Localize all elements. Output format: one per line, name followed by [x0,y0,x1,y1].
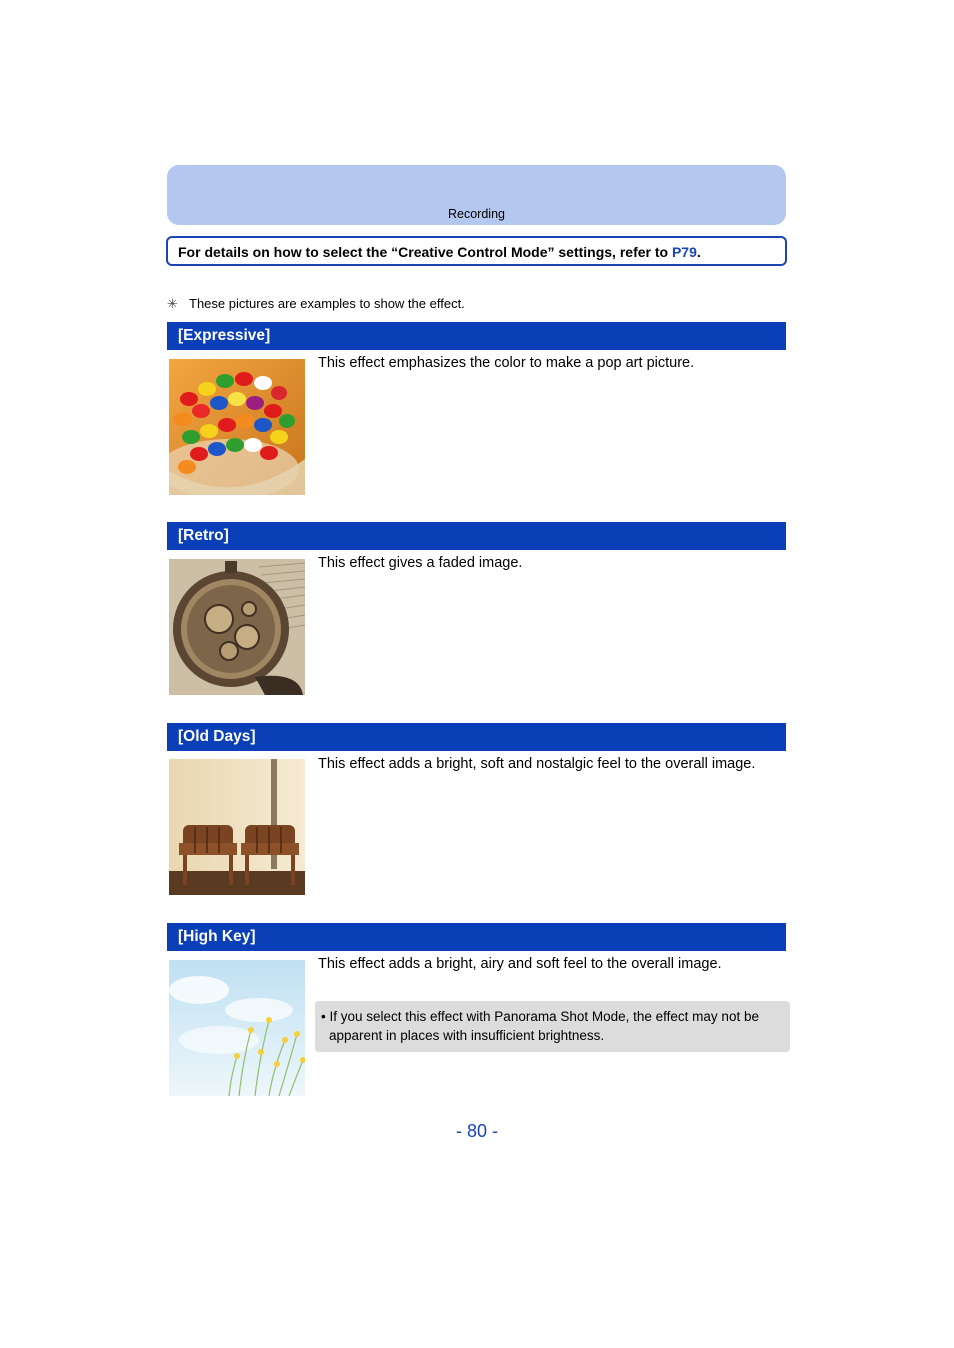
page-number: - 80 - [455,1121,498,1141]
section-title-high-key: [High Key] [178,928,256,945]
example-note [167,296,465,312]
section-header-old-days [167,723,786,751]
description-retro: This effect gives a faded image. [318,555,523,571]
asterisk-icon: ✳ [167,296,178,311]
expressive-example-image [169,359,305,495]
chapter-label: Recording [448,207,505,221]
page-link-p79[interactable]: P79 [671,244,697,260]
example-note-text: These pictures are examples to show the effect. [189,296,465,311]
description-old-days: This effect adds a bright, soft and nostalgic feel to the overall image. [318,756,756,772]
section-header-high-key [167,923,786,951]
chapter-header [167,165,786,225]
section-title-old-days: [Old Days] [178,728,256,745]
caution-line-2: apparent in places with insufficient brightness. [329,1028,605,1043]
section-header-expressive [167,322,786,350]
description-expressive: This effect emphasizes the color to make a pop art picture. [318,355,695,371]
section-header-retro [167,522,786,550]
caution-line-1: • If you select this effect with Panorama Shot Mode, the effect may not be [321,1009,759,1024]
description-high-key: This effect adds a bright, airy and soft feel to the overall image. [318,956,722,972]
retro-example-image [169,559,305,695]
high-key-example-image [169,960,305,1096]
reference-suffix: . [696,244,701,260]
section-title-retro: [Retro] [178,527,229,544]
reference-prefix: For details on how to select the “Creative Control Mode” settings, refer to [178,244,672,260]
caution-note [315,1001,790,1052]
reference-box [166,236,787,266]
old-days-example-image [169,759,305,895]
reference-text [178,244,701,260]
section-title-expressive: [Expressive] [178,327,271,344]
